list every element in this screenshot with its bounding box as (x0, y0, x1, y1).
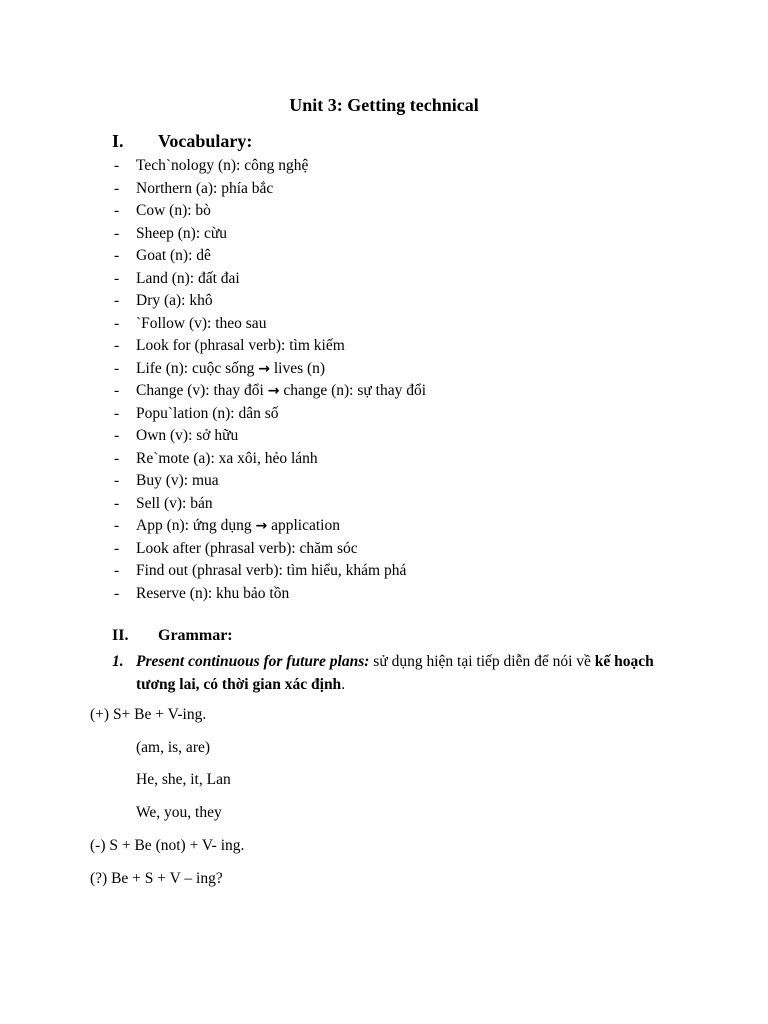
list-item (0, 335, 768, 358)
vocab-entry: Buy (v): mua (136, 472, 219, 489)
vocab-entry: Look for (phrasal verb): tìm kiếm (136, 337, 345, 354)
list-item (0, 380, 768, 403)
vocab-entry: Look after (phrasal verb): chăm sóc (136, 539, 358, 557)
vocab-entry: Dry (a): khô (136, 292, 213, 309)
rule-body (136, 650, 692, 696)
list-item (0, 155, 768, 178)
section-label: Vocabulary: (158, 131, 253, 151)
list-item (0, 448, 768, 471)
list-item (0, 493, 768, 516)
list-dash: - (114, 539, 120, 557)
list-item (0, 515, 768, 538)
rule-emphasis: kế hoạch tương lai, có thời gian xác định (136, 653, 654, 693)
vocab-entry (136, 358, 325, 381)
list-dash: - (114, 562, 120, 579)
list-dash: - (114, 472, 120, 489)
vocabulary-heading (112, 131, 253, 152)
list-dash: - (114, 157, 120, 174)
vocab-entry-part: lives (n) (269, 359, 326, 377)
vocab-entry-part: application (267, 517, 340, 534)
list-item (0, 313, 768, 336)
be-forms: (am, is, are) (136, 739, 211, 756)
list-dash: - (114, 314, 120, 332)
list-item (0, 538, 768, 561)
list-dash: - (114, 269, 120, 287)
grammar-heading (112, 627, 233, 645)
vocab-entry: Cow (n): bò (136, 202, 211, 219)
list-dash: - (114, 494, 120, 512)
formula-question: (?) Be + S + V – ing? (90, 870, 223, 887)
list-dash: - (114, 382, 120, 399)
vocab-entry: Find out (phrasal verb): tìm hiểu, khám phá (136, 562, 407, 579)
subjects-singular: He, she, it, Lan (136, 771, 231, 788)
vocabulary-list (0, 155, 768, 605)
list-item (0, 560, 768, 583)
list-dash: - (114, 427, 120, 444)
list-dash: - (114, 247, 120, 264)
formula-negative: (-) S + Be (not) + V- ing. (90, 837, 245, 854)
vocab-entry: Reserve (n): khu bảo tồn (136, 584, 290, 602)
section-number: I. (112, 131, 124, 151)
vocab-entry: Re`mote (a): xa xôi, hẻo lánh (136, 449, 318, 467)
arrow-right-icon: → (255, 518, 268, 534)
subjects-plural: We, you, they (136, 804, 222, 821)
list-dash: - (114, 359, 120, 377)
list-dash: - (114, 224, 120, 242)
vocab-entry-part: Life (n): cuộc sống (136, 359, 259, 377)
list-item (0, 178, 768, 201)
rule-description: sử dụng hiện tại tiếp diễn để nói về (369, 653, 595, 670)
list-item (0, 425, 768, 448)
list-item (0, 245, 768, 268)
grammar-rule (112, 650, 692, 696)
vocab-entry (136, 380, 426, 403)
section-number: II. (112, 627, 129, 644)
list-item (0, 268, 768, 291)
list-item (0, 583, 768, 606)
vocab-entry: Land (n): đất đai (136, 269, 240, 287)
list-dash: - (114, 292, 120, 309)
vocab-entry: Sell (v): bán (136, 494, 213, 512)
list-item (0, 470, 768, 493)
list-dash: - (114, 202, 120, 219)
list-dash: - (114, 584, 120, 602)
list-item (0, 358, 768, 381)
list-dash: - (114, 179, 120, 197)
vocab-entry-part: App (n): ứng dụng (136, 517, 256, 534)
list-item (0, 223, 768, 246)
vocab-entry (136, 515, 340, 538)
list-dash: - (114, 337, 120, 354)
formula-positive: (+) S+ Be + V-ing. (90, 706, 207, 723)
rule-number: 1. (112, 653, 124, 670)
vocab-entry-part: Change (v): thay đổi (136, 382, 268, 399)
vocab-entry: Popu`lation (n): dân số (136, 404, 279, 422)
vocab-entry: Northern (a): phía bắc (136, 179, 274, 197)
arrow-right-icon: → (258, 360, 270, 377)
list-dash: - (114, 449, 120, 467)
list-dash: - (114, 404, 120, 422)
list-item (0, 290, 768, 313)
rule-end: . (341, 676, 346, 693)
vocab-entry: `Follow (v): theo sau (136, 314, 267, 332)
vocab-entry: Own (v): sở hữu (136, 427, 239, 444)
section-label: Grammar: (158, 627, 233, 644)
list-item (0, 200, 768, 223)
rule-title: Present continuous for future plans: (136, 653, 370, 670)
vocab-entry: Sheep (n): cừu (136, 224, 228, 242)
document-title: Unit 3: Getting technical (289, 95, 479, 115)
vocab-entry: Tech`nology (n): công nghệ (136, 157, 309, 174)
vocab-entry-part: change (n): sự thay đổi (279, 382, 427, 399)
list-item (0, 403, 768, 426)
list-dash: - (114, 517, 120, 534)
arrow-right-icon: → (267, 383, 280, 399)
vocab-entry: Goat (n): dê (136, 247, 211, 264)
